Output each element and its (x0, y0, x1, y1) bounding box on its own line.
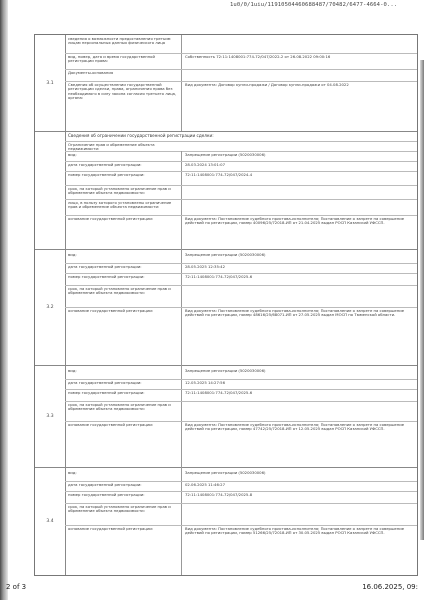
section-heading: Сведения об ограничении государственной регистрации сделки: (68, 133, 214, 138)
cell-label: номер государственной регистрации: (68, 275, 145, 279)
cell-value: Вид документа: Договор купли-продажи / Договор купли-продажи от 04.08.2022 (185, 83, 349, 87)
cell-value: Вид документа: Постановление судебного пристава-исполнителя; Постановление о запрете на совершение действий по регистрации, номер 48616/25/68071-ИП от 27.05.2025 выдан МОСП по Тюменской области. (185, 309, 405, 318)
cell-value: Запрещение регистрации (5020030006) (185, 253, 266, 257)
cell-value: 12.05.2025 14:27:56 (185, 381, 225, 385)
cell-value: 72:11:1408001:774-72/047/2025-6 (185, 275, 253, 279)
cell-value: 02.06.2025 11:46:27 (185, 483, 225, 487)
cell-label: вид: (68, 253, 77, 257)
cell-value: 28.03.2024 13:01:07 (185, 163, 225, 167)
cell-label: основание государственной регистрации: (68, 309, 154, 313)
row-number: 3.4 (35, 467, 66, 575)
cell-label: Сведения об осуществлении государственной регистрации сделки, права, ограничения права без необходимого в силу закона согласия третьего лица, органа: (68, 83, 177, 101)
cell-label: срок, на который установлено ограничение прав и обременение объекта недвижимости: (68, 505, 171, 514)
cell-value: 28.05.2025 12:35:42 (185, 265, 225, 269)
page-counter: 2 of 3 (6, 583, 27, 591)
cell-label: дата государственной регистрации: (68, 265, 142, 269)
cell-label: срок, на который установлено ограничение прав и обременение объекта недвижимости: (68, 187, 171, 196)
cell-value: Вид документа: Постановление судебного пристава-исполнителя; Постановление о запрете на совершение действий по регистрации, номер 51266/25/72018-ИП от 30.05.2025 выдан РОСП Казанский УФССП. (185, 527, 405, 536)
cell-label: дата государственной регистрации: (68, 163, 142, 167)
cell-label: основание государственной регистрации: (68, 217, 154, 221)
cell-label: вид, номер, дата и время государственной регистрации права: (68, 55, 155, 64)
cell-value: Вид документа: Постановление судебного пристава-исполнителя; Постановление о запрете на совершение действий по регистрации, номер 47742/25/72018-ИП от 12.05.2025 выдан РОСП Казанский УФССП. (185, 423, 405, 432)
egrn-extract-table (34, 34, 418, 576)
print-datetime: 16.06.2025, 09: (362, 583, 418, 591)
table-row (35, 365, 417, 468)
cell-value: Вид документа: Постановление судебного пристава-исполнителя; Постановление о запрете на совершение действий по регистрации, номер 40096/25/72018-ИП от 21.04.2025 выдан РОСП Казанский УФССП. (185, 217, 405, 226)
cell-label: Документы-основания (68, 71, 114, 75)
cell-value: 72:11:1408001:774-72/047/2025-6 (185, 391, 253, 395)
cell-label: дата государственной регистрации: (68, 381, 142, 385)
cell-label: номер государственной регистрации: (68, 173, 145, 177)
row-number (35, 131, 66, 249)
cell-value: Запрещение регистрации (5020030006) (185, 471, 266, 475)
cell-label: номер государственной регистрации: (68, 391, 145, 395)
cell-label: срок, на который установлено ограничение прав и обременение объекта недвижимости: (68, 403, 171, 412)
cell-value: 72:11:1408001:774-72/047/2025-8 (185, 493, 253, 497)
cell-value: 72:11:1408001:774-72/047/2024-4 (185, 173, 253, 177)
cell-label: номер государственной регистрации: (68, 493, 145, 497)
cell-value: Собственность 72:11:1408001:774-72/047/2022-2 от 26.08.2022 09:00:16 (185, 55, 331, 59)
row-number: 3.1 (35, 35, 66, 131)
table-row (35, 131, 417, 250)
table-row (35, 249, 417, 366)
cell-label: вид: (68, 369, 77, 373)
cell-label: сведения о возможности предоставления третьим лицам персональных данных физического лица (68, 37, 171, 46)
cell-label: вид: (68, 153, 77, 157)
cell-label: вид: (68, 471, 77, 475)
cell-label: Ограничение прав и обременение объекта недвижимости: (68, 143, 155, 152)
scan-shadow-left (0, 0, 8, 600)
table-row (35, 467, 417, 575)
cell-label: основание государственной регистрации: (68, 527, 154, 531)
table-row (35, 35, 417, 132)
cell-label: срок, на который установлено ограничение прав и обременение объекта недвижимости: (68, 287, 171, 296)
cell-label: основание государственной регистрации: (68, 423, 154, 427)
scan-shadow-right (420, 60, 424, 540)
page-url-header: 1u0/0/1uiu/11910504460688487/70482/6477-4664-0... (230, 2, 398, 8)
cell-value: Запрещение регистрации (5020030006) (185, 153, 266, 157)
row-number: 3.3 (35, 365, 66, 467)
row-number: 3.2 (35, 249, 66, 365)
cell-label: дата государственной регистрации: (68, 483, 142, 487)
cell-label: лицо, в пользу которого установлены ограничение прав и обременение объекта недвижимости: (68, 201, 172, 210)
cell-value: Запрещение регистрации (5020030006) (185, 369, 266, 373)
